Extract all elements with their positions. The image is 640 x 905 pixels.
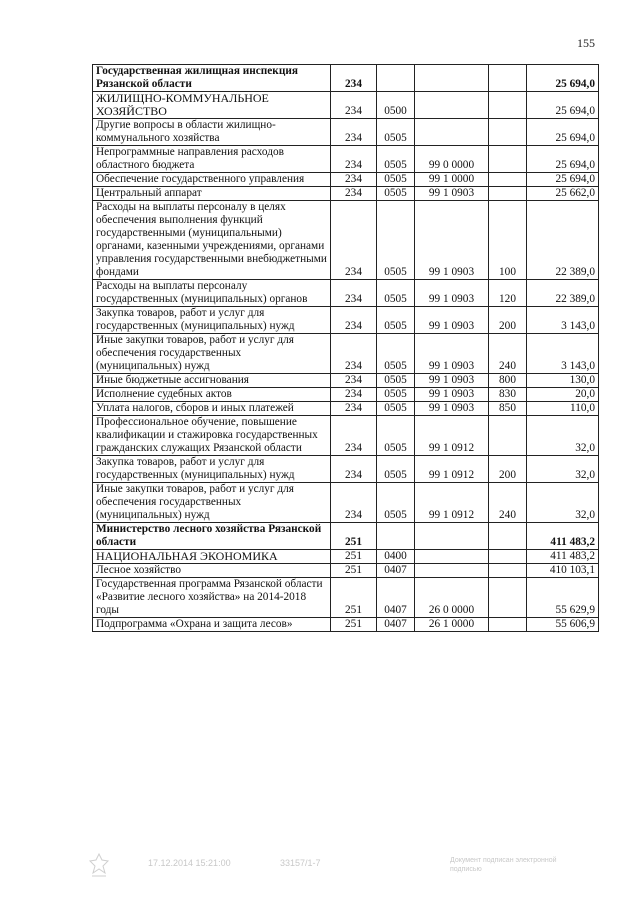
cell-name: Непрограммные направления расходов областного бюджета	[93, 146, 331, 173]
cell-amount: 25 662,0	[527, 187, 599, 201]
cell-ved: 234	[331, 402, 377, 416]
cell-target-article	[415, 92, 489, 119]
table-row	[93, 92, 599, 119]
cell-target-article: 99 1 0903	[415, 334, 489, 374]
table-row	[93, 307, 599, 334]
cell-target-article: 99 1 0903	[415, 374, 489, 388]
cell-ved: 234	[331, 334, 377, 374]
cell-amount: 32,0	[527, 456, 599, 483]
cell-name: Исполнение судебных актов	[93, 388, 331, 402]
budget-table-body	[93, 65, 599, 632]
cell-expense-type: 800	[489, 374, 527, 388]
table-row	[93, 173, 599, 187]
cell-ved: 234	[331, 374, 377, 388]
cell-expense-type: 100	[489, 201, 527, 280]
cell-section: 0505	[377, 173, 415, 187]
table-row	[93, 187, 599, 201]
table-row	[93, 280, 599, 307]
cell-section: 0505	[377, 402, 415, 416]
cell-expense-type	[489, 187, 527, 201]
cell-amount: 32,0	[527, 483, 599, 523]
cell-expense-type: 120	[489, 280, 527, 307]
cell-target-article: 99 0 0000	[415, 146, 489, 173]
cell-section: 0505	[377, 119, 415, 146]
cell-ved: 234	[331, 416, 377, 456]
cell-target-article: 99 1 0903	[415, 280, 489, 307]
cell-ved: 234	[331, 65, 377, 92]
cell-target-article: 99 1 0912	[415, 456, 489, 483]
cell-section: 0400	[377, 550, 415, 564]
cell-expense-type	[489, 173, 527, 187]
cell-section: 0505	[377, 146, 415, 173]
cell-name: Профессиональное обучение, повышение квалификации и стажировка государственных гражданских служащих Рязанской области	[93, 416, 331, 456]
table-row	[93, 564, 599, 578]
cell-name: Государственная жилищная инспекция Рязанской области	[93, 65, 331, 92]
cell-expense-type: 240	[489, 483, 527, 523]
cell-name: Государственная программа Рязанской области «Развитие лесного хозяйства» на 2014-2018 годы	[93, 578, 331, 618]
cell-ved: 234	[331, 280, 377, 307]
cell-section: 0505	[377, 334, 415, 374]
cell-expense-type	[489, 550, 527, 564]
cell-amount: 20,0	[527, 388, 599, 402]
cell-expense-type	[489, 564, 527, 578]
cell-section: 0505	[377, 187, 415, 201]
cell-ved: 234	[331, 187, 377, 201]
page-number: 155	[577, 36, 595, 50]
cell-section	[377, 65, 415, 92]
cell-section: 0505	[377, 374, 415, 388]
cell-amount: 25 694,0	[527, 173, 599, 187]
cell-target-article: 99 1 0903	[415, 187, 489, 201]
cell-amount: 110,0	[527, 402, 599, 416]
cell-ved: 251	[331, 550, 377, 564]
cell-amount: 411 483,2	[527, 523, 599, 550]
cell-amount: 411 483,2	[527, 550, 599, 564]
cell-target-article: 26 1 0000	[415, 618, 489, 632]
cell-ved: 251	[331, 578, 377, 618]
table-row	[93, 374, 599, 388]
table-row	[93, 550, 599, 564]
table-row	[93, 65, 599, 92]
table-row	[93, 416, 599, 456]
cell-name: Обеспечение государственного управления	[93, 173, 331, 187]
cell-target-article: 26 0 0000	[415, 578, 489, 618]
cell-ved: 251	[331, 618, 377, 632]
cell-expense-type	[489, 618, 527, 632]
cell-name: Закупка товаров, работ и услуг для государственных (муниципальных) нужд	[93, 456, 331, 483]
cell-name: Расходы на выплаты персоналу в целях обеспечения выполнения функций государственными (муниципальными) органами, казенными учреждениями, органами управления государственными внебюджетными фондами	[93, 201, 331, 280]
table-row	[93, 388, 599, 402]
cell-section: 0505	[377, 388, 415, 402]
cell-amount: 410 103,1	[527, 564, 599, 578]
cell-expense-type	[489, 146, 527, 173]
table-row	[93, 456, 599, 483]
cell-expense-type: 240	[489, 334, 527, 374]
cell-name: Другие вопросы в области жилищно-коммунального хозяйства	[93, 119, 331, 146]
cell-target-article: 99 1 0000	[415, 173, 489, 187]
cell-amount: 25 694,0	[527, 119, 599, 146]
cell-section	[377, 523, 415, 550]
cell-name: Министерство лесного хозяйства Рязанской области	[93, 523, 331, 550]
cell-ved: 234	[331, 146, 377, 173]
cell-expense-type: 830	[489, 388, 527, 402]
cell-target-article	[415, 119, 489, 146]
footer-datetime: 17.12.2014 15:21:00	[148, 858, 231, 868]
cell-amount: 55 606,9	[527, 618, 599, 632]
cell-ved: 234	[331, 307, 377, 334]
footer-note: Документ подписан электронной подписью	[450, 857, 557, 873]
cell-section: 0500	[377, 92, 415, 119]
cell-amount: 32,0	[527, 416, 599, 456]
cell-expense-type	[489, 119, 527, 146]
cell-amount: 55 629,9	[527, 578, 599, 618]
cell-expense-type	[489, 416, 527, 456]
cell-ved: 234	[331, 483, 377, 523]
table-row	[93, 618, 599, 632]
cell-amount: 130,0	[527, 374, 599, 388]
cell-expense-type: 200	[489, 456, 527, 483]
table-row	[93, 578, 599, 618]
cell-name: НАЦИОНАЛЬНАЯ ЭКОНОМИКА	[93, 550, 331, 564]
cell-amount: 25 694,0	[527, 92, 599, 119]
cell-section: 0407	[377, 578, 415, 618]
cell-target-article	[415, 550, 489, 564]
cell-target-article: 99 1 0903	[415, 388, 489, 402]
cell-expense-type	[489, 578, 527, 618]
cell-section: 0407	[377, 618, 415, 632]
cell-target-article: 99 1 0903	[415, 201, 489, 280]
cell-target-article	[415, 564, 489, 578]
cell-expense-type	[489, 523, 527, 550]
cell-expense-type: 850	[489, 402, 527, 416]
cell-ved: 251	[331, 564, 377, 578]
cell-ved: 251	[331, 523, 377, 550]
cell-section: 0505	[377, 483, 415, 523]
footer-doc-number: 33157/1-7	[280, 858, 321, 868]
table-row	[93, 119, 599, 146]
cell-name: Иные закупки товаров, работ и услуг для обеспечения государственных (муниципальных) нужд	[93, 483, 331, 523]
table-row	[93, 402, 599, 416]
cell-amount: 22 389,0	[527, 201, 599, 280]
table-row	[93, 483, 599, 523]
cell-target-article: 99 1 0912	[415, 416, 489, 456]
cell-section: 0407	[377, 564, 415, 578]
table-row	[93, 334, 599, 374]
cell-name: Уплата налогов, сборов и иных платежей	[93, 402, 331, 416]
cell-name: Центральный аппарат	[93, 187, 331, 201]
table-row	[93, 523, 599, 550]
cell-target-article	[415, 523, 489, 550]
cell-name: Лесное хозяйство	[93, 564, 331, 578]
cell-name: Иные бюджетные ассигнования	[93, 374, 331, 388]
cell-target-article: 99 1 0903	[415, 307, 489, 334]
cell-ved: 234	[331, 201, 377, 280]
cell-ved: 234	[331, 92, 377, 119]
cell-amount: 25 694,0	[527, 146, 599, 173]
cell-expense-type	[489, 92, 527, 119]
cell-expense-type	[489, 65, 527, 92]
table-row	[93, 146, 599, 173]
budget-table	[92, 64, 599, 632]
cell-ved: 234	[331, 173, 377, 187]
cell-section: 0505	[377, 416, 415, 456]
cell-target-article	[415, 65, 489, 92]
cell-amount: 22 389,0	[527, 280, 599, 307]
cell-expense-type: 200	[489, 307, 527, 334]
cell-name: Закупка товаров, работ и услуг для государственных (муниципальных) нужд	[93, 307, 331, 334]
cell-name: Расходы на выплаты персоналу государственных (муниципальных) органов	[93, 280, 331, 307]
cell-ved: 234	[331, 388, 377, 402]
cell-section: 0505	[377, 201, 415, 280]
cell-target-article: 99 1 0912	[415, 483, 489, 523]
cell-amount: 25 694,0	[527, 65, 599, 92]
cell-amount: 3 143,0	[527, 334, 599, 374]
cell-name: Подпрограмма «Охрана и защита лесов»	[93, 618, 331, 632]
cell-target-article: 99 1 0903	[415, 402, 489, 416]
cell-name: Иные закупки товаров, работ и услуг для обеспечения государственных (муниципальных) нужд	[93, 334, 331, 374]
cell-ved: 234	[331, 119, 377, 146]
cell-section: 0505	[377, 307, 415, 334]
stamp-icon	[88, 852, 110, 880]
cell-section: 0505	[377, 280, 415, 307]
footer	[88, 856, 568, 886]
cell-amount: 3 143,0	[527, 307, 599, 334]
table-row	[93, 201, 599, 280]
cell-section: 0505	[377, 456, 415, 483]
cell-ved: 234	[331, 456, 377, 483]
cell-name: ЖИЛИЩНО-КОММУНАЛЬНОЕ ХОЗЯЙСТВО	[93, 92, 331, 119]
